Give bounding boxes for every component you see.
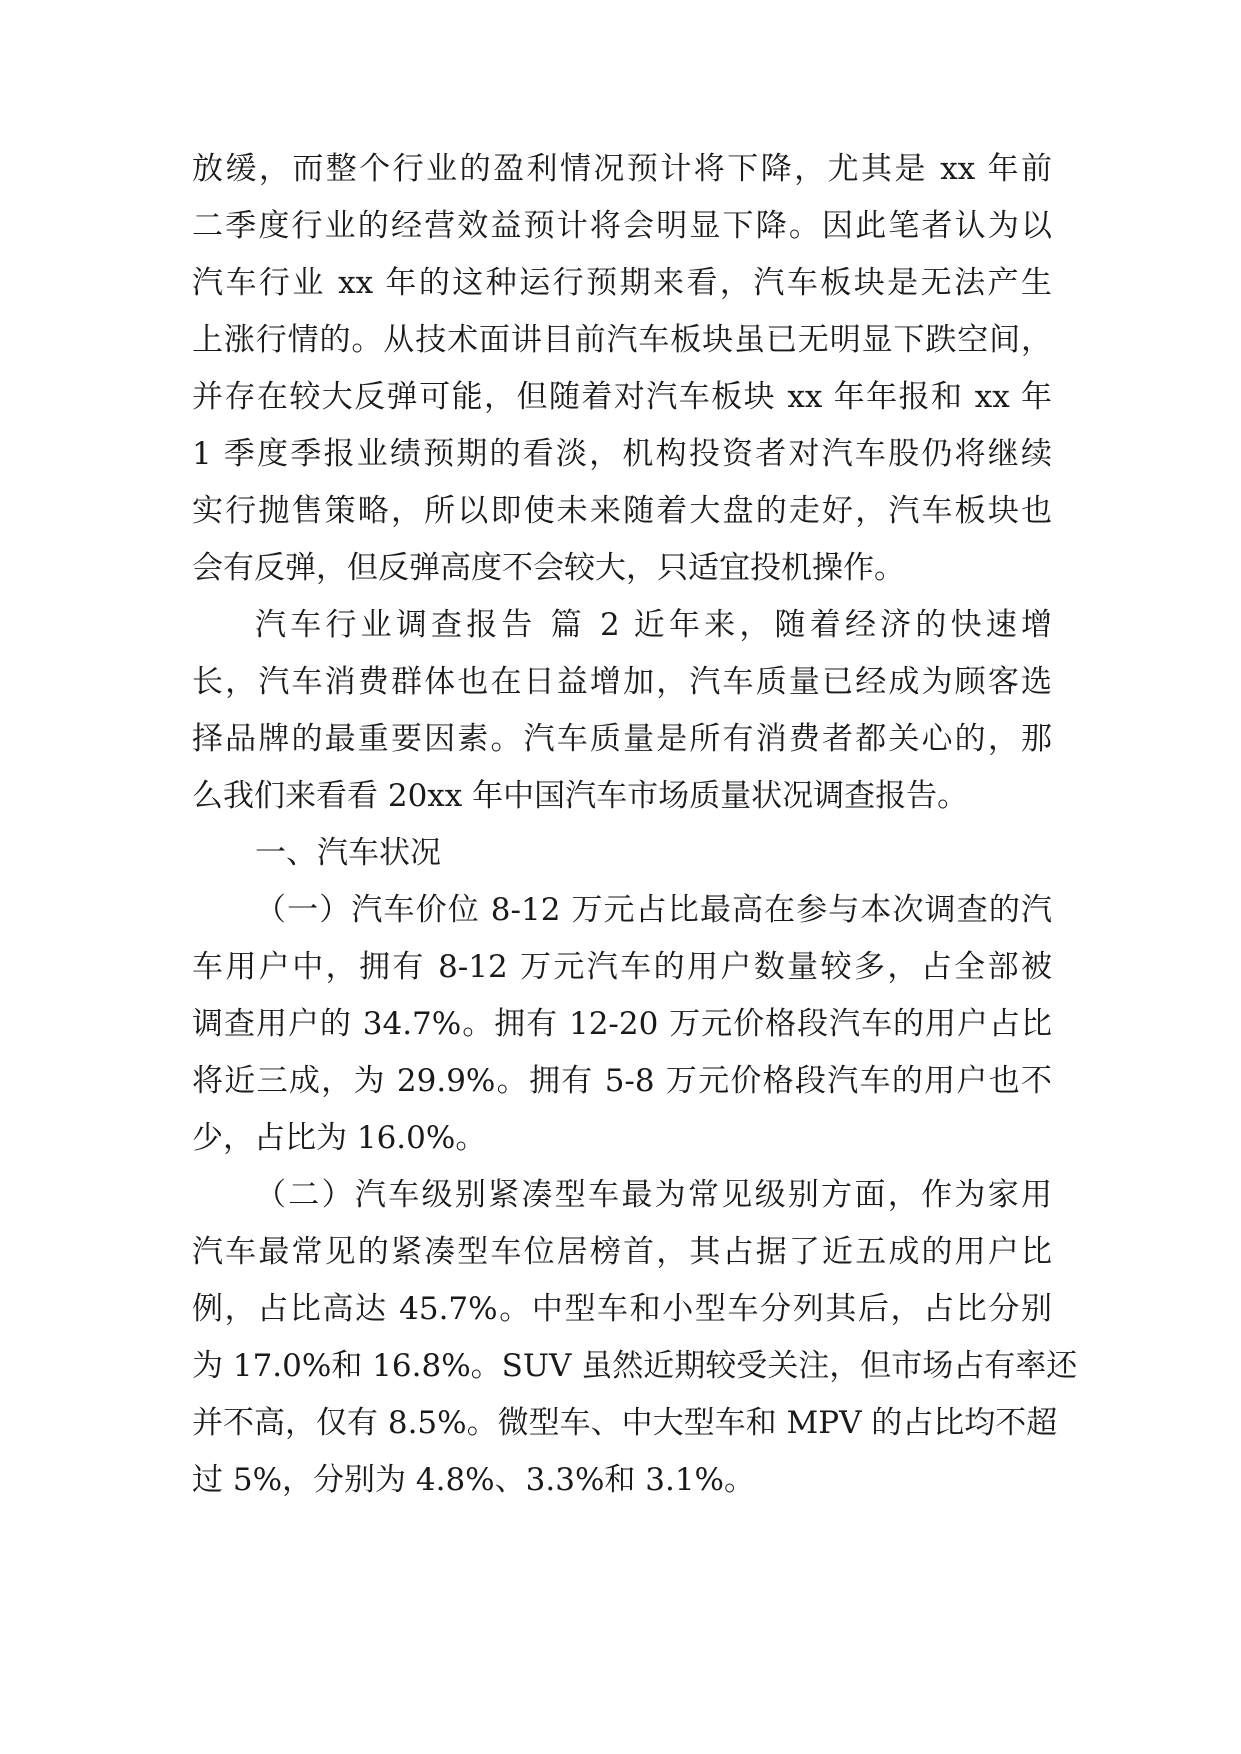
text-line: 择品牌的最重要因素。汽车质量是所有消费者都关心的，那	[192, 721, 1052, 757]
text-line: 二季度行业的经营效益预计将会明显下降。因此笔者认为以	[192, 208, 1052, 244]
text-line: 汽车最常见的紧凑型车位居榜首，其占据了近五成的用户比	[192, 1234, 1052, 1270]
text-line: 例，占比高达 45.7%。中型车和小型车分列其后，占比分别	[192, 1291, 1052, 1327]
section-heading-line: 汽车行业调查报告 篇 2 近年来，随着经济的快速增	[255, 607, 1052, 643]
text-line: 并不高，仅有 8.5%。微型车、中大型车和 MPV 的占比均不超	[192, 1405, 1058, 1441]
text-line: 过 5%，分别为 4.8%、3.3%和 3.1%。	[192, 1462, 756, 1498]
text-line: 调查用户的 34.7%。拥有 12-20 万元价格段汽车的用户占比	[192, 1006, 1052, 1042]
text-line: 少，占比为 16.0%。	[192, 1120, 487, 1156]
subheading-line: 一、汽车状况	[255, 835, 441, 871]
text-line: 会有反弹，但反弹高度不会较大，只适宜投机操作。	[192, 550, 905, 586]
text-line: 么我们来看看 20xx 年中国汽车市场质量状况调查报告。	[192, 778, 969, 814]
text-line: 上涨行情的。从技术面讲目前汽车板块虽已无明显下跌空间，	[192, 322, 1052, 358]
text-line: 车用户中，拥有 8-12 万元汽车的用户数量较多，占全部被	[192, 949, 1052, 985]
text-line: 实行抛售策略，所以即使未来随着大盘的走好，汽车板块也	[192, 493, 1052, 529]
text-line: 汽车行业 xx 年的这种运行预期来看，汽车板块是无法产生	[192, 265, 1052, 301]
text-line: 并存在较大反弹可能，但随着对汽车板块 xx 年年报和 xx 年	[192, 379, 1052, 415]
text-line: 1 季度季报业绩预期的看淡，机构投资者对汽车股仍将继续	[192, 436, 1052, 472]
text-line: 长，汽车消费群体也在日益增加，汽车质量已经成为顾客选	[192, 664, 1052, 700]
text-line: 放缓，而整个行业的盈利情况预计将下降，尤其是 xx 年前	[192, 151, 1052, 187]
text-line: （一）汽车价位 8-12 万元占比最高在参与本次调查的汽	[255, 892, 1052, 928]
text-line: （二）汽车级别紧凑型车最为常见级别方面，作为家用	[255, 1177, 1052, 1213]
text-line: 为 17.0%和 16.8%。SUV 虽然近期较受关注，但市场占有率还	[192, 1348, 1078, 1384]
text-line: 将近三成，为 29.9%。拥有 5-8 万元价格段汽车的用户也不	[192, 1063, 1052, 1099]
